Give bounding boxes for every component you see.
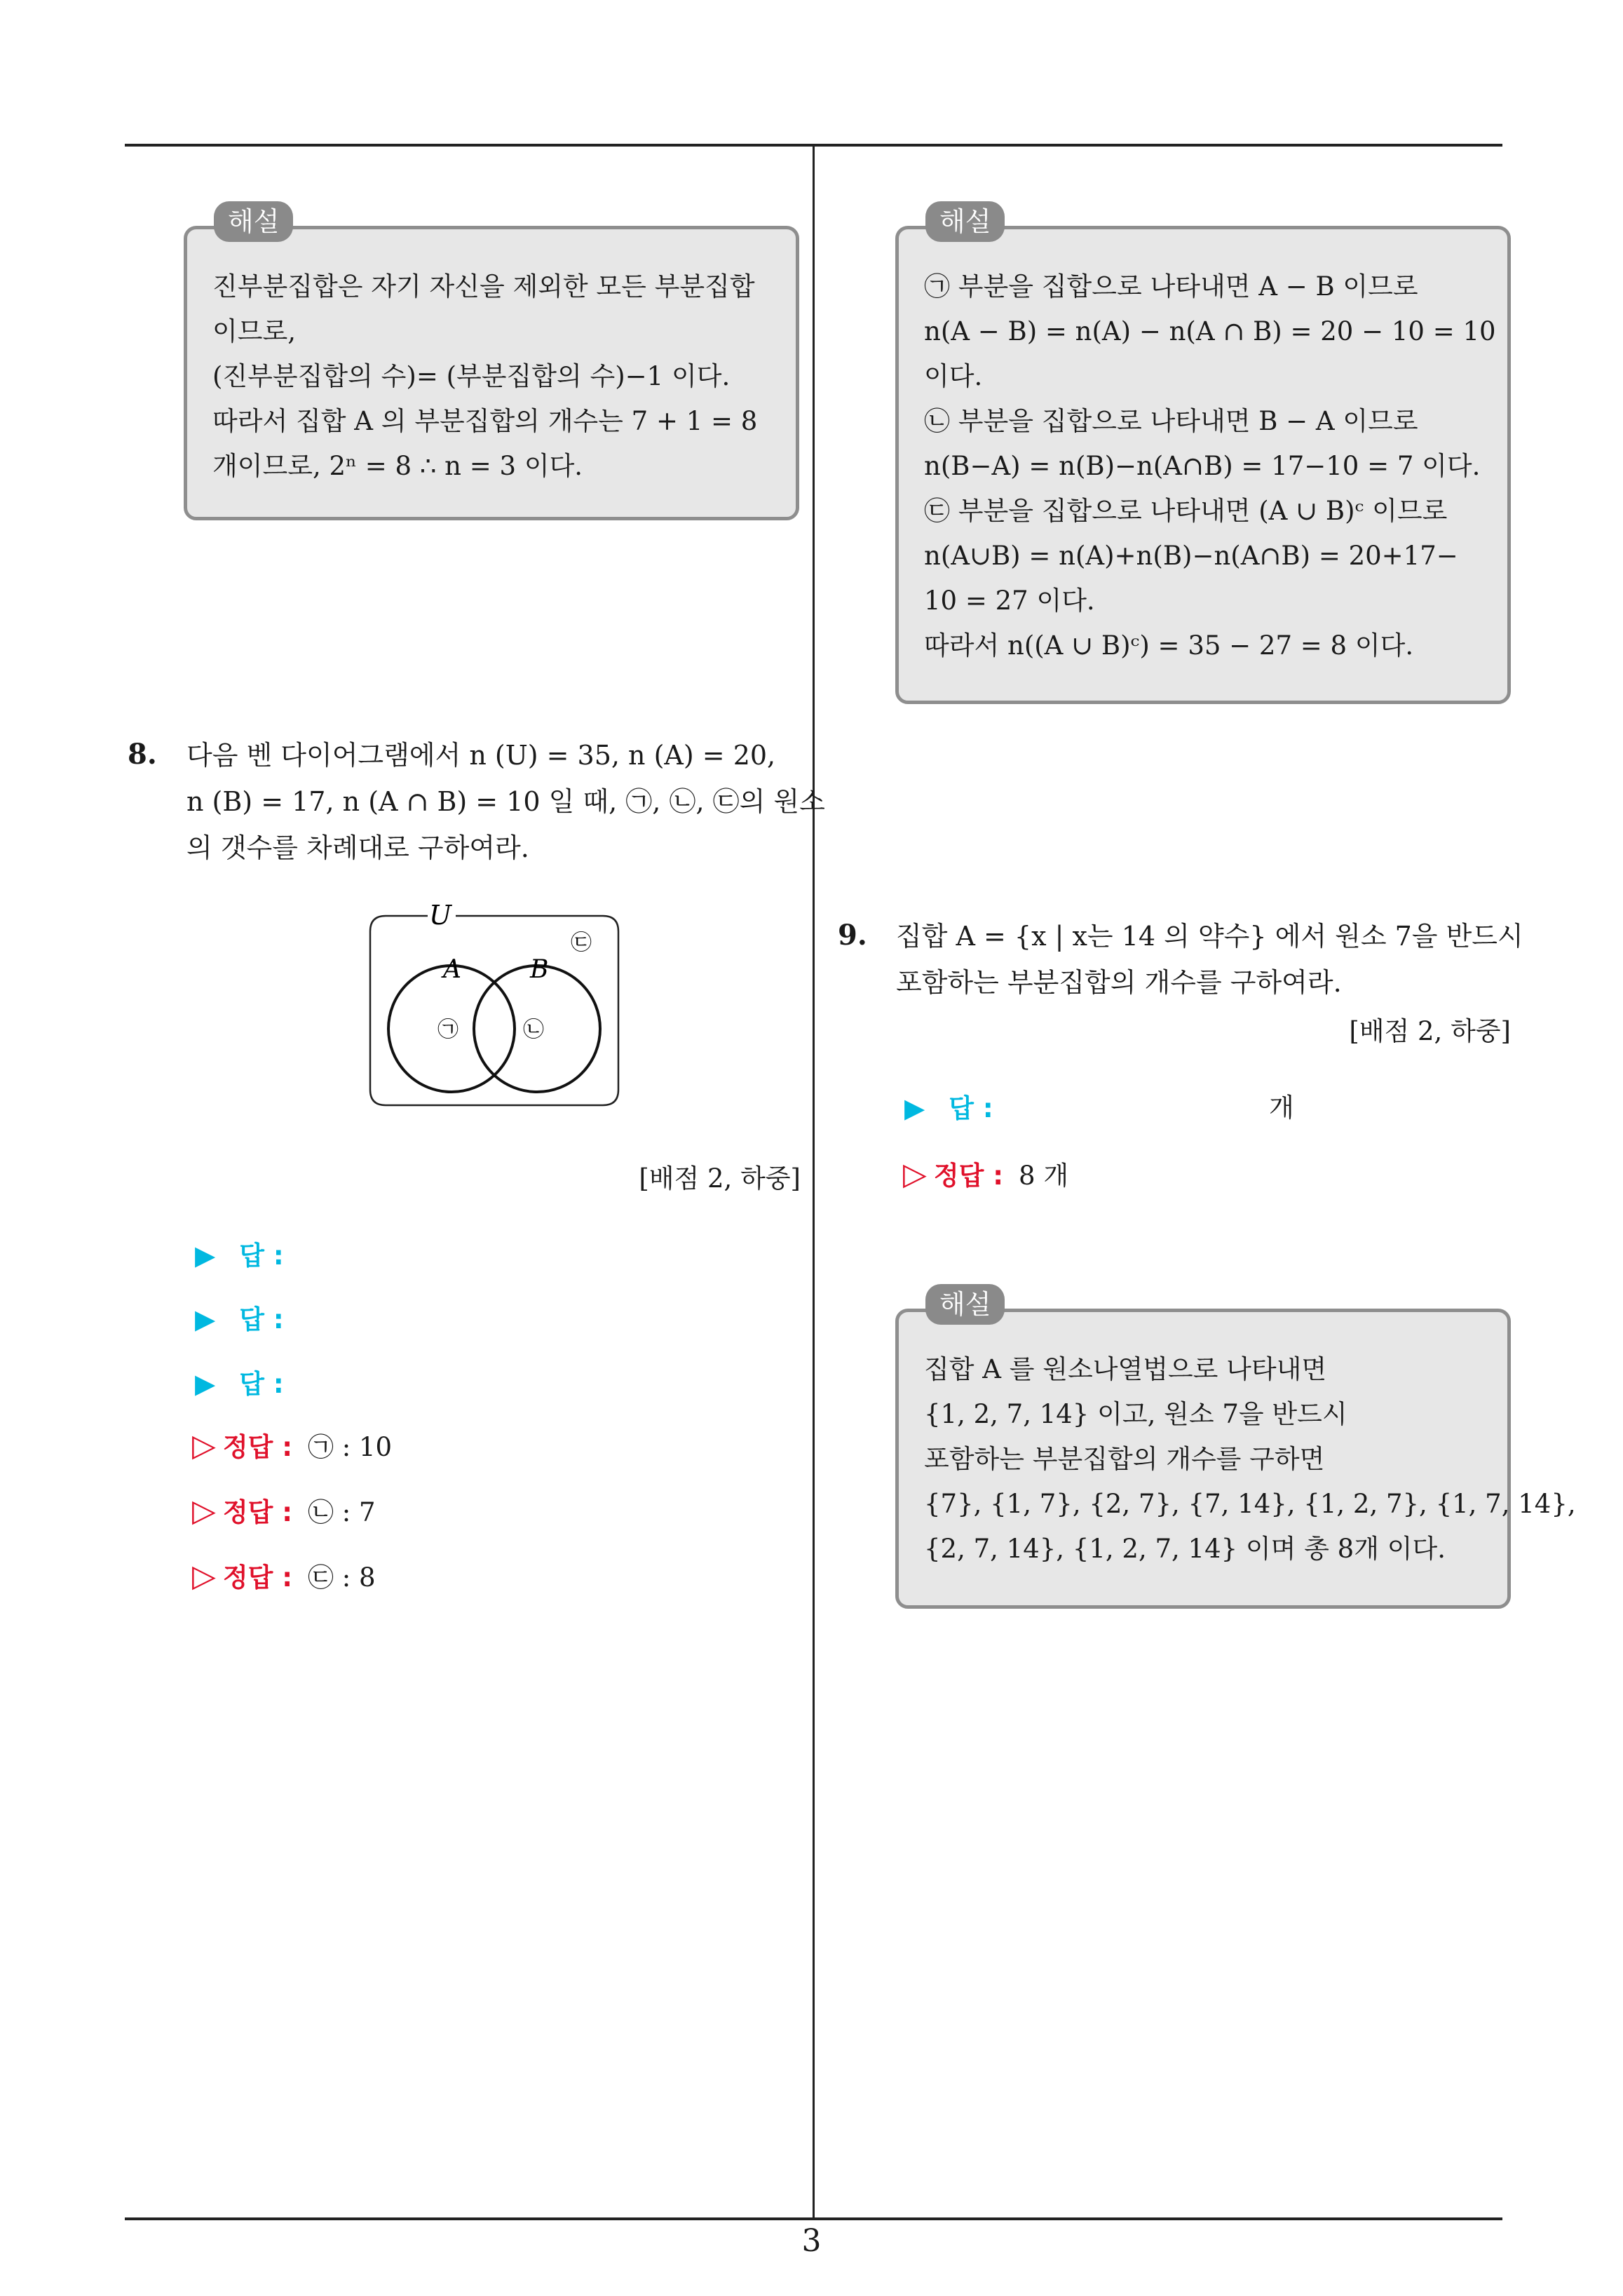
correct-marker-icon: ▷ bbox=[192, 1558, 216, 1594]
question-9-score: [배점 2, 하중] bbox=[1349, 1016, 1511, 1046]
correct-value: ㉠ : 10 bbox=[308, 1432, 393, 1462]
answer-marker-icon: ▶ bbox=[195, 1240, 216, 1271]
answer-unit: 개 bbox=[1269, 1093, 1294, 1123]
solution-3-text bbox=[924, 1347, 1576, 1572]
correct-value: 8 개 bbox=[1019, 1161, 1069, 1191]
answer-marker-icon: ▶ bbox=[195, 1304, 216, 1335]
solution-line: n(A − B) = n(A) − n(A ∩ B) = 20 − 10 = 10 bbox=[924, 316, 1496, 346]
correct-label: 정답 : bbox=[933, 1161, 1004, 1191]
answer-label: 답 : bbox=[949, 1093, 993, 1123]
solution-tag: 해설 bbox=[214, 201, 293, 242]
solution-box-1 bbox=[184, 206, 799, 520]
correct-marker-icon: ▷ bbox=[903, 1156, 927, 1192]
solution-line: 따라서 n((A ∪ B)ᶜ) = 35 − 27 = 8 이다. bbox=[924, 630, 1414, 661]
solution-2-text bbox=[924, 264, 1496, 668]
answer-label: 답 : bbox=[239, 1304, 284, 1335]
label-a: A bbox=[443, 955, 461, 984]
correct-label: 정답 : bbox=[222, 1432, 293, 1462]
solution-line: 진부분집합은 자기 자신을 제외한 모든 부분집합 bbox=[212, 271, 755, 302]
question-8-text bbox=[186, 732, 825, 871]
solution-1-text bbox=[212, 264, 775, 489]
correct-answer-1 bbox=[192, 1429, 392, 1465]
correct-label: 정답 : bbox=[222, 1562, 293, 1593]
question-9-number: 9. bbox=[838, 919, 867, 952]
solution-line: 개이므로, 2ⁿ = 8 ∴ n = 3 이다. bbox=[212, 451, 583, 481]
answer-field-2 bbox=[195, 1302, 284, 1337]
label-b: B bbox=[530, 955, 549, 984]
question-8-number: 8. bbox=[128, 738, 157, 771]
correct-marker-icon: ▷ bbox=[192, 1428, 216, 1464]
correct-label: 정답 : bbox=[222, 1497, 293, 1527]
question-line: 포함하는 부분집합의 개수를 구하여라. bbox=[896, 967, 1342, 998]
solution-line: n(B−A) = n(B)−n(A∩B) = 17−10 = 7 이다. bbox=[924, 451, 1481, 481]
correct-value: ㉡ : 7 bbox=[308, 1497, 376, 1527]
solution-line: 집합 A 를 원소나열법으로 나타내면 bbox=[924, 1354, 1327, 1384]
answer-label: 답 : bbox=[239, 1369, 284, 1399]
solution-line: 이다. bbox=[924, 361, 983, 391]
label-u: U bbox=[429, 900, 452, 931]
correct-answer-3 bbox=[192, 1559, 376, 1595]
question-line: 집합 A = {x | x는 14 의 약수} 에서 원소 7을 반드시 bbox=[896, 921, 1523, 952]
solution-line: 따라서 집합 A 의 부분집합의 개수는 7 + 1 = 8 bbox=[212, 406, 758, 436]
solution-line: {7}, {1, 7}, {2, 7}, {7, 14}, {1, 2, 7}, {1, 7, 14}, bbox=[924, 1489, 1576, 1519]
solution-line: 10 = 27 이다. bbox=[924, 586, 1095, 616]
solution-line: ㉡ 부분을 집합으로 나타내면 B − A 이므로 bbox=[924, 406, 1418, 436]
correct-answer-2 bbox=[192, 1494, 376, 1530]
region-2-label: ㉡ bbox=[523, 1018, 544, 1042]
solution-line: 포함하는 부분집합의 개수를 구하면 bbox=[924, 1444, 1325, 1474]
answer-field-1 bbox=[195, 1238, 284, 1274]
solution-box-3 bbox=[895, 1289, 1576, 1609]
question-9-text bbox=[896, 913, 1523, 1006]
region-1-label: ㉠ bbox=[437, 1018, 459, 1042]
solution-line: (진부분집합의 수)= (부분집합의 수)−1 이다. bbox=[212, 361, 731, 391]
column-divider bbox=[813, 144, 815, 2219]
question-8-score: [배점 2, 하중] bbox=[639, 1163, 801, 1194]
solution-box-2 bbox=[895, 206, 1511, 704]
question-line: n (B) = 17, n (A ∩ B) = 10 일 때, ㉠, ㉡, ㉢의 원소 bbox=[186, 786, 825, 817]
question-line: 의 갯수를 차례대로 구하여라. bbox=[186, 832, 529, 863]
answer-field-q9 bbox=[904, 1090, 1325, 1126]
correct-value: ㉢ : 8 bbox=[308, 1562, 376, 1593]
solution-line: {2, 7, 14}, {1, 2, 7, 14} 이며 총 8개 이다. bbox=[924, 1534, 1446, 1564]
answer-label: 답 : bbox=[239, 1241, 284, 1271]
answer-field-3 bbox=[195, 1366, 284, 1402]
bottom-rule bbox=[125, 2217, 1502, 2220]
page-number: 3 bbox=[801, 2223, 822, 2259]
solution-line: ㉠ 부분을 집합으로 나타내면 A − B 이므로 bbox=[924, 271, 1418, 302]
correct-marker-icon: ▷ bbox=[192, 1493, 216, 1529]
region-3-label: ㉢ bbox=[571, 931, 592, 955]
question-line: 다음 벤 다이어그램에서 n (U) = 35, n (A) = 20, bbox=[186, 740, 776, 771]
solution-tag: 해설 bbox=[925, 201, 1005, 242]
solution-line: n(A∪B) = n(A)+n(B)−n(A∩B) = 20+17− bbox=[924, 541, 1458, 571]
solution-tag: 해설 bbox=[925, 1284, 1005, 1325]
answer-marker-icon: ▶ bbox=[195, 1368, 216, 1399]
solution-line: ㉢ 부분을 집합으로 나타내면 (A ∪ B)ᶜ 이므로 bbox=[924, 496, 1448, 526]
venn-diagram bbox=[365, 899, 624, 1109]
solution-line: {1, 2, 7, 14} 이고, 원소 7을 반드시 bbox=[924, 1399, 1347, 1429]
correct-answer-q9 bbox=[903, 1157, 1068, 1194]
solution-line: 이므로, bbox=[212, 316, 296, 346]
answer-marker-icon: ▶ bbox=[904, 1093, 925, 1123]
